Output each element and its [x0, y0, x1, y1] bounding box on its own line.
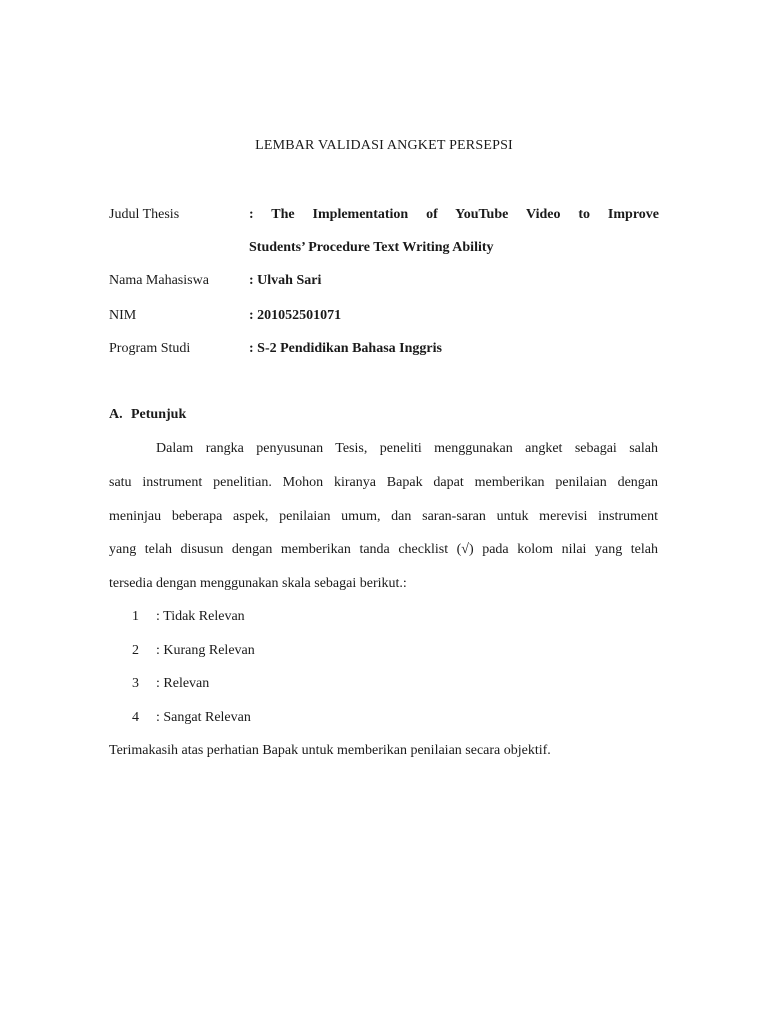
scale-number: 4 — [132, 710, 139, 725]
scale-number: 2 — [132, 643, 139, 658]
closing-text: Terimakasih atas perhatian Bapak untuk memberikan penilaian secara objektif. — [109, 743, 551, 758]
scale-label: : Relevan — [156, 676, 210, 691]
section-a-title: Petunjuk — [131, 407, 187, 422]
scale-number: 1 — [132, 609, 139, 624]
judul-value-line1: : The Implementation of YouTube Video to Improve — [249, 207, 659, 222]
paragraph-line-3: meninjau beberapa aspek, penilaian umum, dan saran-saran untuk merevisi instrument — [109, 509, 658, 524]
paragraph-line-5: tersedia dengan menggunakan skala sebagai berikut.: — [109, 576, 407, 591]
paragraph-line-4: yang telah disusun dengan memberikan tanda checklist (√) pada kolom nilai yang telah — [109, 542, 658, 557]
prodi-value: : S-2 Pendidikan Bahasa Inggris — [249, 341, 442, 356]
prodi-label: Program Studi — [109, 341, 191, 356]
scale-number: 3 — [132, 676, 139, 691]
paragraph-line-1: Dalam rangka penyusunan Tesis, peneliti menggunakan angket sebagai salah — [156, 441, 658, 456]
scale-item — [132, 608, 245, 626]
nim-value: : 201052501071 — [249, 308, 342, 323]
judul-value-line2: Students’ Procedure Text Writing Ability — [249, 240, 494, 255]
nim-label: NIM — [109, 308, 137, 323]
info-row-judul — [109, 206, 659, 266]
info-row-nama — [109, 272, 659, 290]
judul-value — [249, 206, 659, 257]
scale-label: : Tidak Relevan — [156, 609, 245, 624]
nama-value: : Ulvah Sari — [249, 273, 322, 288]
section-a-number: A. — [109, 407, 123, 422]
nama-label: Nama Mahasiswa — [109, 273, 209, 288]
section-a-heading — [109, 406, 186, 424]
scale-item — [132, 709, 251, 727]
scale-item — [132, 675, 209, 693]
info-row-nim — [109, 307, 659, 325]
scale-label: : Kurang Relevan — [156, 643, 255, 658]
document-title: LEMBAR VALIDASI ANGKET PERSEPSI — [255, 138, 513, 153]
scale-label: : Sangat Relevan — [156, 710, 251, 725]
scale-item — [132, 642, 255, 660]
paragraph-line-2: satu instrument penelitian. Mohon kiranya Bapak dapat memberikan penilaian dengan — [109, 475, 658, 490]
judul-label: Judul Thesis — [109, 207, 180, 222]
info-row-prodi — [109, 340, 659, 358]
